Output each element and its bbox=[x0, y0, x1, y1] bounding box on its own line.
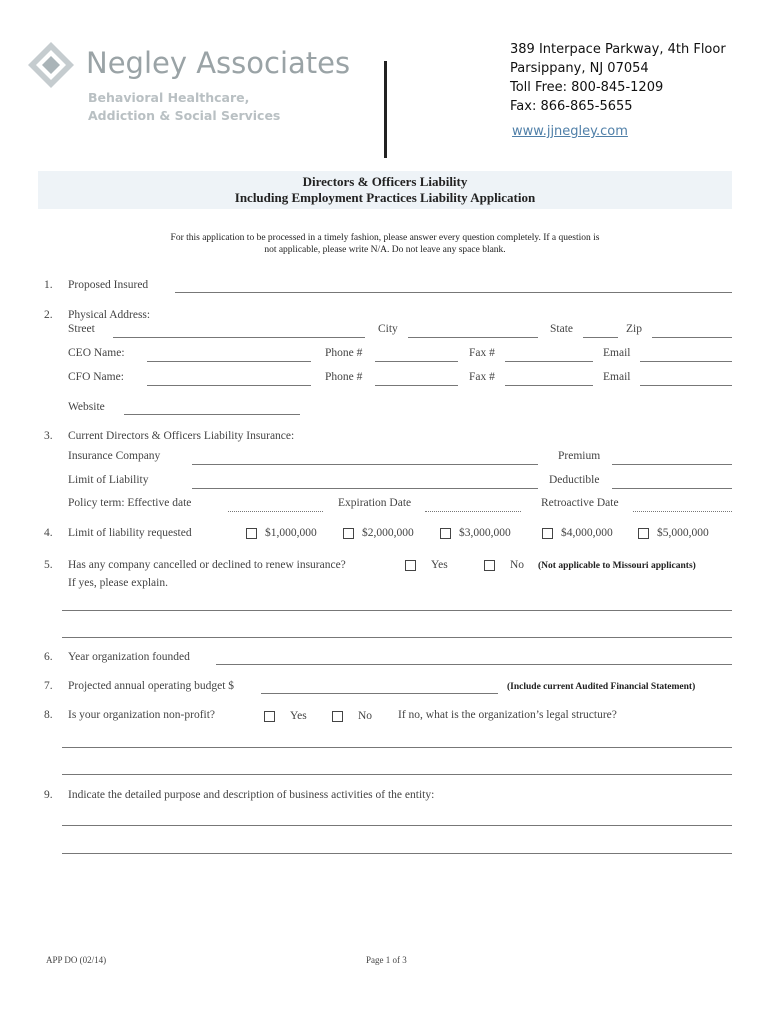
limit-2m-checkbox[interactable] bbox=[343, 528, 354, 539]
cfo-name-field[interactable] bbox=[147, 385, 311, 386]
street-field[interactable] bbox=[113, 337, 365, 338]
cfo-fax-field[interactable] bbox=[505, 385, 593, 386]
address-line-1: 389 Interpace Parkway, 4th Floor bbox=[510, 42, 726, 57]
explain-field-1[interactable] bbox=[62, 610, 732, 611]
ceo-phone-label: Phone # bbox=[325, 347, 363, 359]
cfo-phone-label: Phone # bbox=[325, 371, 363, 383]
instructions-line-2: not applicable, please write N/A. Do not leave any space blank. bbox=[264, 245, 506, 255]
state-label: State bbox=[550, 323, 573, 335]
ceo-email-label: Email bbox=[603, 347, 631, 359]
q1-number: 1. bbox=[44, 279, 53, 291]
missouri-note: (Not applicable to Missouri applicants) bbox=[538, 561, 696, 571]
cancelled-yes-checkbox[interactable] bbox=[405, 560, 416, 571]
ceo-phone-field[interactable] bbox=[375, 361, 458, 362]
explain-field-2[interactable] bbox=[62, 637, 732, 638]
zip-label: Zip bbox=[626, 323, 642, 335]
company-tagline-1: Behavioral Healthcare, bbox=[88, 90, 250, 105]
proposed-insured-field[interactable] bbox=[175, 292, 732, 293]
q9-number: 9. bbox=[44, 789, 53, 801]
nonprofit-yes-label: Yes bbox=[290, 710, 307, 722]
fax-number: Fax: 866-865-5655 bbox=[510, 99, 633, 114]
q5-number: 5. bbox=[44, 559, 53, 571]
nonprofit-no-label: No bbox=[358, 710, 373, 722]
business-description-field-2[interactable] bbox=[62, 853, 732, 854]
zip-field[interactable] bbox=[652, 337, 732, 338]
legal-structure-label: If no, what is the organization’s legal structure? bbox=[398, 709, 617, 721]
cancelled-no-label: No bbox=[510, 559, 525, 571]
limit-4m-label: $4,000,000 bbox=[561, 527, 613, 539]
q6-label: Year organization founded bbox=[68, 651, 190, 663]
premium-field[interactable] bbox=[612, 464, 732, 465]
header-divider bbox=[384, 61, 387, 158]
insurance-company-field[interactable] bbox=[192, 464, 538, 465]
q8-label: Is your organization non-profit? bbox=[68, 709, 216, 721]
expiration-date-field[interactable] bbox=[425, 511, 521, 512]
q5-label: Has any company cancelled or declined to renew insurance? bbox=[68, 559, 346, 571]
page-number: Page 1 of 3 bbox=[366, 955, 407, 965]
q9-label: Indicate the detailed purpose and description of business activities of the entity: bbox=[68, 789, 435, 801]
toll-free: Toll Free: 800-845-1209 bbox=[510, 80, 664, 95]
deductible-field[interactable] bbox=[612, 488, 732, 489]
cancelled-no-checkbox[interactable] bbox=[484, 560, 495, 571]
city-label: City bbox=[378, 323, 398, 335]
limit-3m-label: $3,000,000 bbox=[459, 527, 511, 539]
q7-number: 7. bbox=[44, 680, 53, 692]
premium-label: Premium bbox=[558, 450, 601, 462]
ceo-name-field[interactable] bbox=[147, 361, 311, 362]
q2-number: 2. bbox=[44, 309, 53, 321]
website-label: Website bbox=[68, 401, 105, 413]
city-field[interactable] bbox=[408, 337, 538, 338]
q3-label: Current Directors & Officers Liability Insurance: bbox=[68, 430, 295, 442]
q7-label: Projected annual operating budget $ bbox=[68, 680, 235, 692]
street-label: Street bbox=[68, 323, 95, 335]
company-name: Negley Associates bbox=[86, 46, 351, 80]
cfo-phone-field[interactable] bbox=[375, 385, 458, 386]
limit-label: Limit of Liability bbox=[68, 474, 149, 486]
form-title-line-1: Directors & Officers Liability bbox=[302, 174, 468, 189]
budget-note: (Include current Audited Financial Statement) bbox=[507, 682, 696, 692]
limit-1m-checkbox[interactable] bbox=[246, 528, 257, 539]
year-founded-field[interactable] bbox=[216, 664, 732, 665]
company-tagline-2: Addiction & Social Services bbox=[88, 108, 281, 123]
website-link[interactable]: www.jjnegley.com bbox=[512, 124, 628, 139]
q8-number: 8. bbox=[44, 709, 53, 721]
retroactive-date-field[interactable] bbox=[633, 511, 732, 512]
budget-field[interactable] bbox=[261, 693, 498, 694]
legal-structure-field-2[interactable] bbox=[62, 774, 732, 775]
effective-date-label: Policy term: Effective date bbox=[68, 497, 192, 509]
legal-structure-field-1[interactable] bbox=[62, 747, 732, 748]
deductible-label: Deductible bbox=[549, 474, 600, 486]
cfo-fax-label: Fax # bbox=[469, 371, 495, 383]
retroactive-date-label: Retroactive Date bbox=[541, 497, 619, 509]
limit-3m-checkbox[interactable] bbox=[440, 528, 451, 539]
form-code: APP DO (02/14) bbox=[46, 955, 107, 965]
limit-2m-label: $2,000,000 bbox=[362, 527, 414, 539]
cancelled-yes-label: Yes bbox=[431, 559, 448, 571]
expiration-date-label: Expiration Date bbox=[338, 497, 412, 509]
limit-5m-label: $5,000,000 bbox=[657, 527, 709, 539]
limit-1m-label: $1,000,000 bbox=[265, 527, 317, 539]
limit-field[interactable] bbox=[192, 488, 538, 489]
nonprofit-yes-checkbox[interactable] bbox=[264, 711, 275, 722]
ceo-fax-field[interactable] bbox=[505, 361, 593, 362]
business-description-field-1[interactable] bbox=[62, 825, 732, 826]
ceo-email-field[interactable] bbox=[640, 361, 732, 362]
nonprofit-no-checkbox[interactable] bbox=[332, 711, 343, 722]
q3-number: 3. bbox=[44, 430, 53, 442]
cfo-email-label: Email bbox=[603, 371, 631, 383]
q4-label: Limit of liability requested bbox=[68, 527, 192, 539]
q1-label: Proposed Insured bbox=[68, 279, 149, 291]
cfo-email-field[interactable] bbox=[640, 385, 732, 386]
state-field[interactable] bbox=[583, 337, 618, 338]
address-line-2: Parsippany, NJ 07054 bbox=[510, 61, 649, 76]
company-logo-icon bbox=[26, 40, 76, 90]
cfo-label: CFO Name: bbox=[68, 371, 124, 383]
effective-date-field[interactable] bbox=[228, 511, 323, 512]
insurance-company-label: Insurance Company bbox=[68, 450, 161, 462]
limit-5m-checkbox[interactable] bbox=[638, 528, 649, 539]
ceo-fax-label: Fax # bbox=[469, 347, 495, 359]
q6-number: 6. bbox=[44, 651, 53, 663]
form-title-line-2: Including Employment Practices Liability Application bbox=[234, 190, 536, 205]
ceo-label: CEO Name: bbox=[68, 347, 125, 359]
limit-4m-checkbox[interactable] bbox=[542, 528, 553, 539]
website-field[interactable] bbox=[124, 414, 300, 415]
q4-number: 4. bbox=[44, 527, 53, 539]
q2-label: Physical Address: bbox=[68, 309, 151, 321]
instructions-line-1: For this application to be processed in a timely fashion, please answer every question completely. If a question is bbox=[170, 233, 600, 243]
explain-label: If yes, please explain. bbox=[68, 577, 168, 589]
